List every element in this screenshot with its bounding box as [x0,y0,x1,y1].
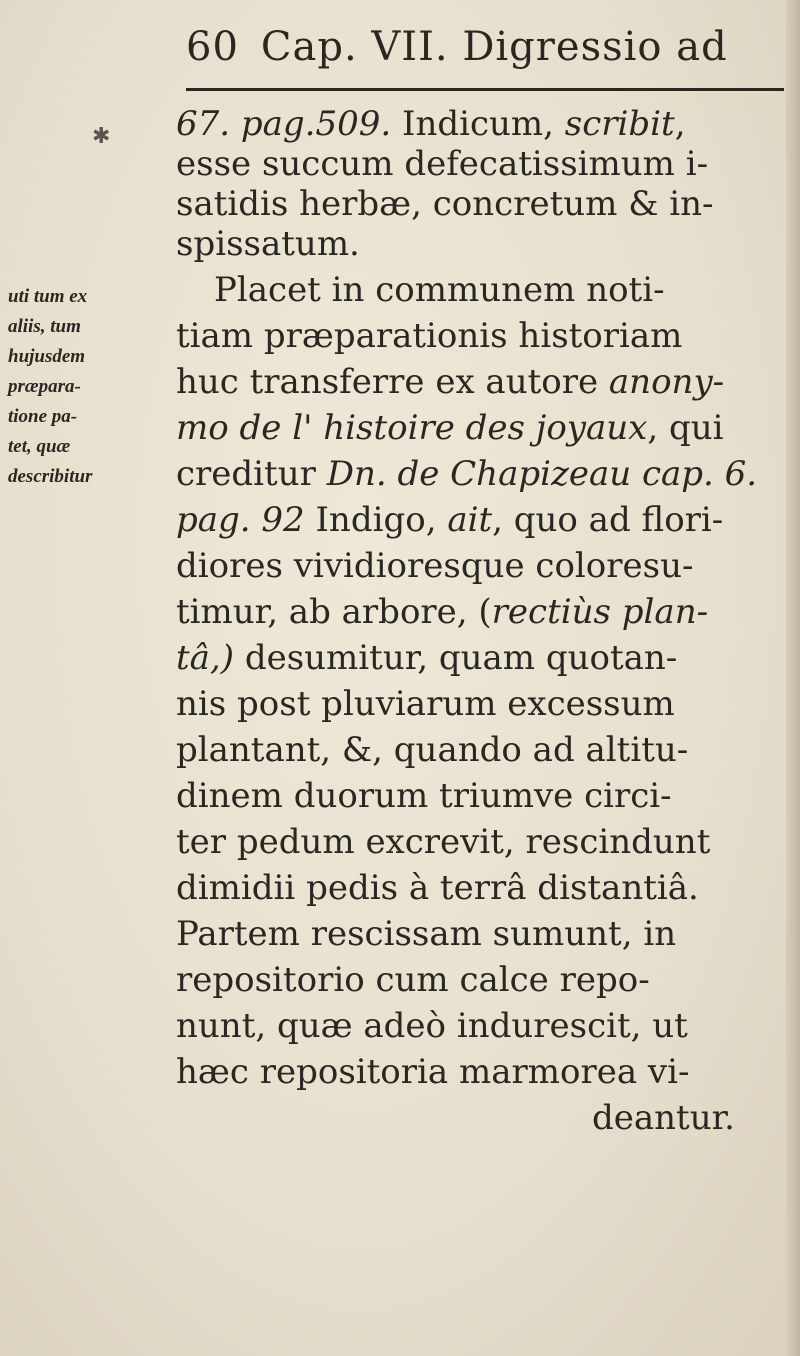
text-line: tiam præparationis historiam [176,316,683,356]
text-line [176,454,757,494]
text-span: Indicum, [391,104,565,144]
text-span: Indigo, [304,500,448,540]
text-span-italic: rectiùs plan- [491,592,709,632]
page-edge-shadow [786,0,800,1356]
text-span: huc transferre ex autore [176,362,609,402]
text-line [176,408,724,448]
marginal-note-line: hujusdem [8,346,86,367]
text-line: esse succum defecatissimum i- [176,144,709,184]
marginal-note-line: describitur [8,466,93,487]
text-line: deantur. [592,1098,735,1138]
text-line [176,638,677,678]
text-line: Placet in communem noti- [214,270,665,310]
text-span: , [674,104,686,144]
marginal-note-line: tet, quæ [8,436,71,457]
marginal-note-line: uti tum ex [8,286,88,307]
text-line: Partem rescissam sumunt, in [176,914,677,954]
text-line: spissatum. [176,224,360,264]
text-span: desumitur, quam quotan- [234,638,678,678]
author-reference: Dn. de Chapizeau cap. 6. [326,454,758,494]
text-line: nunt, quæ adeò indurescit, ut [176,1006,688,1046]
marginal-note [8,282,92,492]
page-number: 60 [186,24,239,70]
text-span-italic: ait [447,500,493,540]
text-line [176,592,708,632]
ornament-star-icon: ✱ [92,124,111,149]
text-line: repositorio cum calce repo- [176,960,650,1000]
page-reference: 67. pag.509. [176,104,392,144]
page-header [186,24,728,70]
text-span-italic: scribit [564,104,675,144]
text-line: dinem duorum triumve circi- [176,776,672,816]
text-span: timur, ab arbore, ( [176,592,492,632]
marginal-note-line: præpara- [8,376,81,397]
text-line: nis post pluviarum excessum [176,684,675,724]
text-span-italic: anony- [608,362,725,402]
text-line: satidis herbæ, concretum & in- [176,184,714,224]
text-line: hæc repositoria marmorea vi- [176,1052,690,1092]
text-line: dimidii pedis à terrâ distantiâ. [176,868,699,908]
text-span-italic: tâ,) [176,638,235,678]
text-line [176,500,723,540]
book-title: mo de l' histoire des joyaux [176,408,648,448]
marginal-note-line: aliis, tum [8,316,81,337]
header-rule [186,88,784,91]
running-title: Cap. VII. Digressio ad [260,24,728,70]
text-span: , quo ad flori- [492,500,724,540]
text-span: , qui [647,408,724,448]
text-line: ter pedum excrevit, rescindunt [176,822,711,862]
page-reference: pag. 92 [176,500,305,540]
text-line [176,362,724,402]
marginal-note-line: tione pa- [8,406,78,427]
text-line [176,104,686,144]
text-line: diores vividioresque coloresu- [176,546,694,586]
text-span: creditur [176,454,327,494]
text-line: plantant, &, quando ad altitu- [176,730,689,770]
